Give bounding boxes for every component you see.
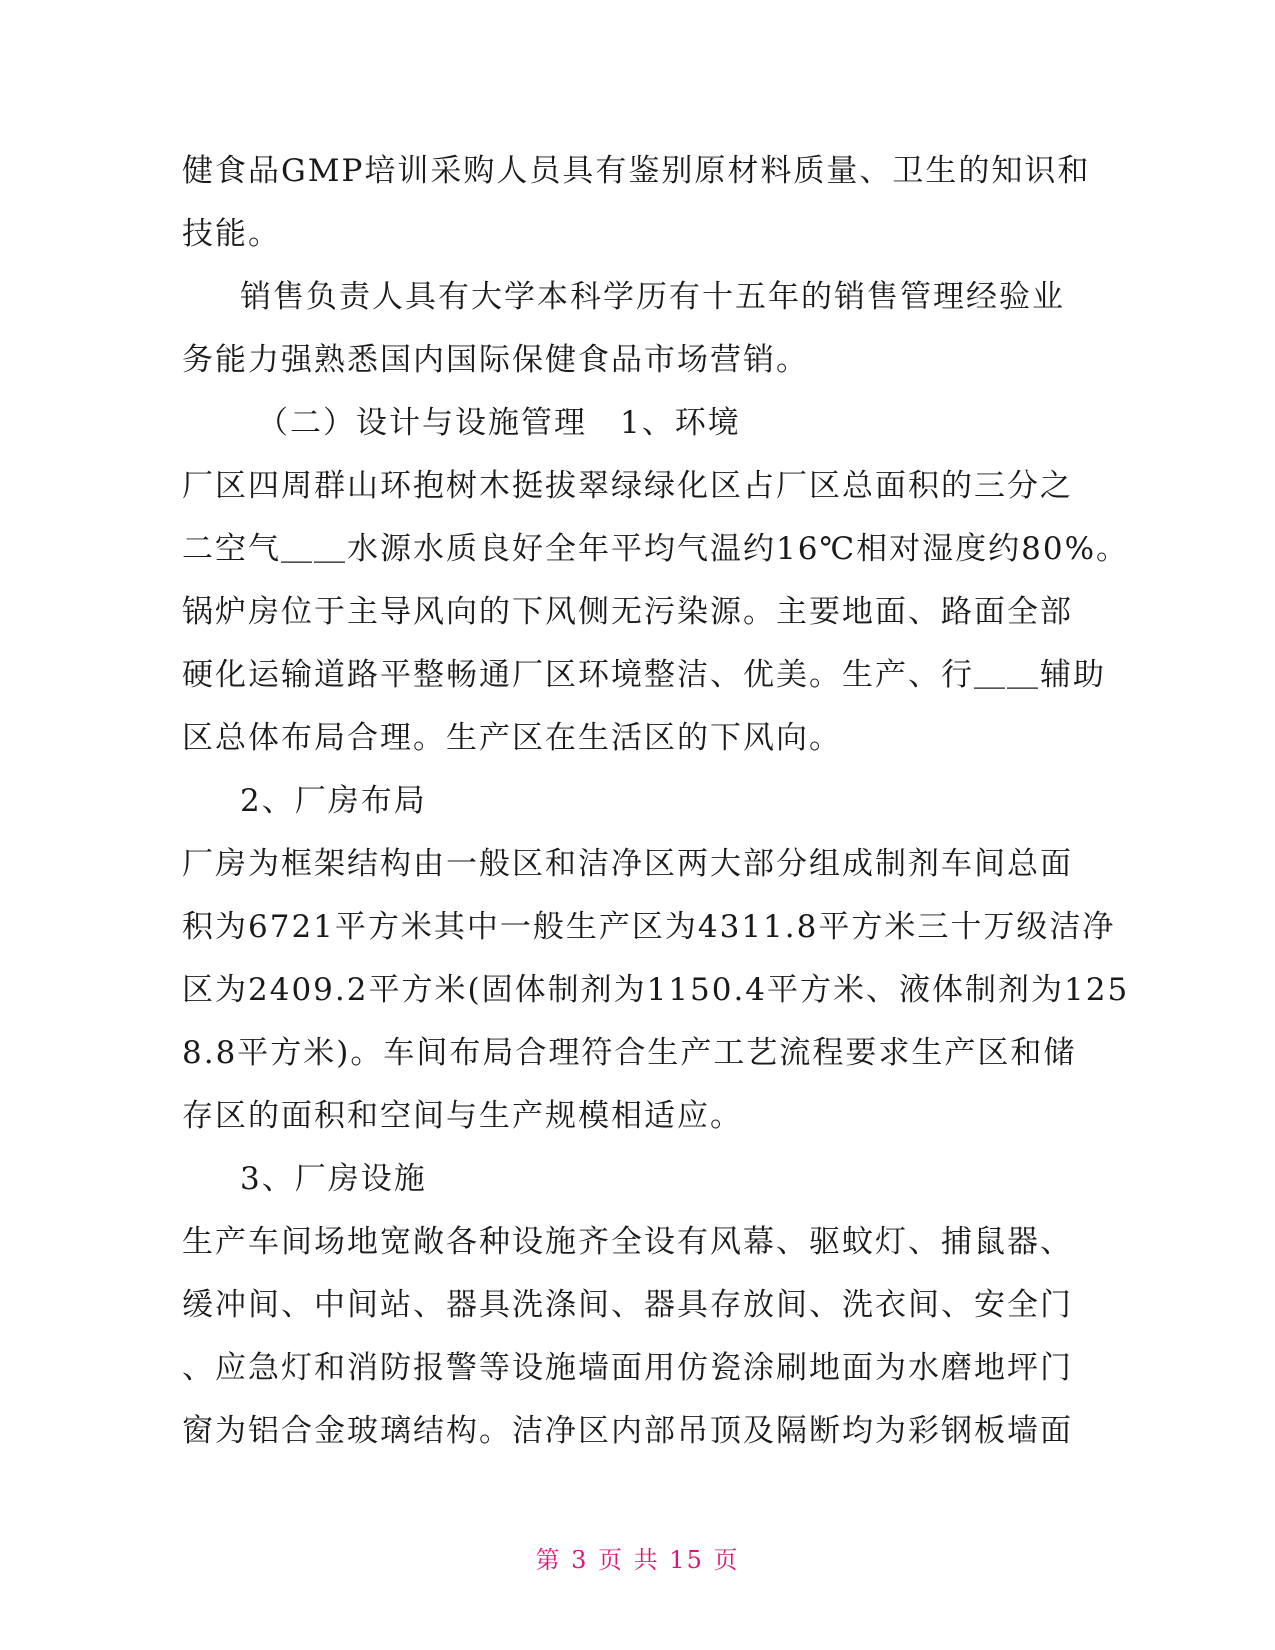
page-number-footer: 第 3 页 共 15 页: [535, 1546, 740, 1574]
text-line: 厂房为框架结构由一般区和洁净区两大部分组成制剂车间总面: [182, 846, 1073, 882]
subsection-heading: 2、厂房布局: [240, 783, 427, 819]
text-line: 硬化运输道路平整畅通厂区环境整洁、优美。生产、行＿＿辅助: [182, 657, 1106, 693]
text-line: 厂区四周群山环抱树木挺拔翠绿绿化区占厂区总面积的三分之: [182, 468, 1073, 504]
text-line: 8.8平方米)。车间布局合理符合生产工艺流程要求生产区和储: [182, 1035, 1077, 1071]
section-heading: （二）设计与设施管理 1、环境: [257, 405, 741, 441]
subsection-heading: 3、厂房设施: [240, 1161, 427, 1197]
text-line: 区总体布局合理。生产区在生活区的下风向。: [182, 720, 842, 756]
text-line: 缓冲间、中间站、器具洗涤间、器具存放间、洗衣间、安全门: [182, 1287, 1073, 1323]
text-line: 积为6721平方米其中一般生产区为4311.8平方米三十万级洁净: [182, 909, 1116, 945]
text-line: 区为2409.2平方米(固体制剂为1150.4平方米、液体制剂为125: [182, 972, 1130, 1008]
paragraph-start: 销售负责人具有大学本科学历有十五年的销售管理经验业: [240, 279, 1065, 315]
text-line: 存区的面积和空间与生产规模相适应。: [182, 1098, 743, 1134]
text-line: 窗为铝合金玻璃结构。洁净区内部吊顶及隔断均为彩钢板墙面: [182, 1413, 1073, 1449]
text-line: 锅炉房位于主导风向的下风侧无污染源。主要地面、路面全部: [182, 594, 1073, 630]
text-line: 生产车间场地宽敞各种设施齐全设有风幕、驱蚊灯、捕鼠器、: [182, 1224, 1073, 1260]
text-line: 、应急灯和消防报警等设施墙面用仿瓷涂刷地面为水磨地坪门: [182, 1350, 1073, 1386]
text-line: 务能力强熟悉国内国际保健食品市场营销。: [182, 342, 809, 378]
document-body: [182, 140, 1130, 1463]
text-line: 技能。: [182, 216, 281, 252]
text-line: 健食品GMP培训采购人员具有鉴别原材料质量、卫生的知识和: [182, 153, 1091, 189]
text-line: 二空气＿＿水源水质良好全年平均气温约16℃相对湿度约80%。: [182, 531, 1130, 567]
